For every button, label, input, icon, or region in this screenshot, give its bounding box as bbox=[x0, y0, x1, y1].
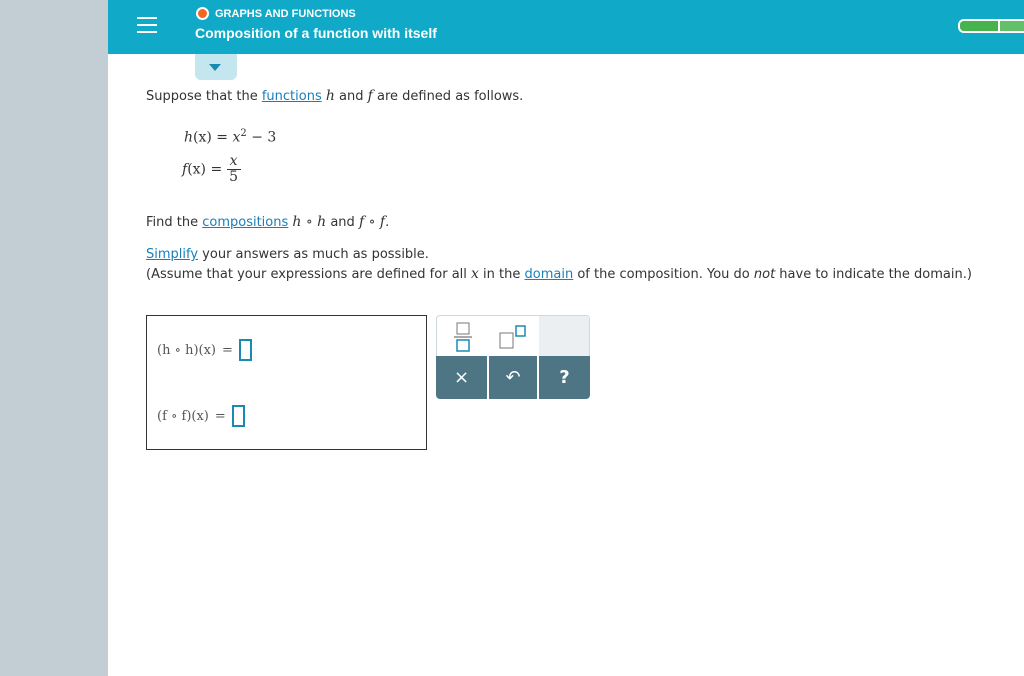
compositions-link[interactable]: compositions bbox=[202, 215, 289, 230]
eq-h-lhs: h bbox=[184, 129, 194, 146]
undo-icon: ↶ bbox=[505, 367, 521, 388]
assume-line bbox=[146, 266, 972, 282]
keypad-gray-area bbox=[539, 316, 589, 356]
eq-h-tail: − 3 bbox=[246, 129, 277, 146]
find-hh: h ∘ h bbox=[292, 214, 327, 230]
top-bar bbox=[108, 0, 1024, 54]
ff-answer-input[interactable] bbox=[232, 405, 245, 427]
topic-row bbox=[196, 7, 356, 20]
intro-h: h bbox=[325, 88, 335, 104]
find-prefix: Find the bbox=[146, 215, 203, 230]
find-and: and bbox=[326, 215, 359, 230]
hh-equals: = bbox=[222, 342, 233, 358]
hh-answer-input[interactable] bbox=[239, 339, 252, 361]
help-button[interactable] bbox=[539, 356, 590, 399]
assume-suffix: have to indicate the domain.) bbox=[775, 267, 972, 282]
help-icon: ? bbox=[559, 367, 570, 388]
assume-mid2: of the composition. You do bbox=[573, 267, 754, 282]
eq-h-arg: (x) bbox=[193, 129, 212, 146]
topic-label: GRAPHS AND FUNCTIONS bbox=[215, 7, 356, 20]
eq-h-equals: = bbox=[211, 129, 233, 146]
eq-h-exponent: 2 bbox=[240, 128, 247, 139]
hamburger-icon bbox=[137, 17, 157, 19]
domain-link[interactable]: domain bbox=[524, 267, 574, 282]
intro-suffix: are defined as follows. bbox=[372, 89, 524, 104]
answer-row-hh bbox=[157, 339, 252, 361]
progress-divider bbox=[998, 21, 1000, 31]
topic-dot-icon bbox=[196, 7, 209, 20]
exponent-icon bbox=[497, 324, 529, 350]
math-keypad bbox=[436, 315, 590, 399]
eq-f-equals: = bbox=[206, 161, 227, 178]
keypad-top bbox=[436, 315, 590, 356]
assume-not: not bbox=[753, 267, 776, 282]
eq-f-denominator: 5 bbox=[229, 169, 239, 185]
close-icon: × bbox=[453, 367, 470, 388]
exponent-key[interactable] bbox=[497, 324, 529, 350]
eq-h-var: x bbox=[232, 129, 241, 146]
simplify-link[interactable]: Simplify bbox=[146, 247, 199, 262]
find-suffix: . bbox=[385, 215, 390, 230]
undo-button[interactable] bbox=[489, 356, 537, 399]
equation-h bbox=[184, 128, 276, 146]
assume-mid: in the bbox=[478, 267, 525, 282]
find-line bbox=[146, 214, 389, 230]
eq-f-fraction bbox=[227, 154, 241, 185]
eq-f-lhs: f bbox=[182, 161, 188, 178]
hamburger-icon-line bbox=[137, 31, 157, 33]
intro-line bbox=[146, 88, 523, 104]
simplify-line bbox=[146, 247, 429, 262]
hamburger-icon-line bbox=[137, 24, 157, 26]
eq-f-numerator: x bbox=[227, 154, 241, 170]
assume-var: x bbox=[471, 266, 479, 282]
left-rail bbox=[0, 0, 108, 676]
answer-box bbox=[146, 315, 427, 450]
find-ff: f ∘ f bbox=[358, 214, 386, 230]
progress-fill bbox=[960, 21, 998, 31]
ff-label: (f ∘ f)(x) bbox=[157, 408, 209, 424]
fraction-icon bbox=[451, 322, 475, 352]
menu-button[interactable] bbox=[134, 12, 160, 38]
caret-down-icon bbox=[209, 64, 221, 71]
ff-equals: = bbox=[214, 408, 226, 424]
intro-f: f bbox=[367, 88, 373, 104]
answer-row-ff bbox=[157, 405, 245, 427]
functions-link[interactable]: functions bbox=[261, 89, 322, 104]
clear-button[interactable] bbox=[436, 356, 487, 399]
assume-prefix: (Assume that your expressions are defined for all bbox=[146, 267, 472, 282]
equation-f bbox=[182, 154, 241, 185]
simplify-text: your answers as much as possible. bbox=[198, 247, 429, 262]
keypad-bottom bbox=[436, 356, 590, 399]
intro-prefix: Suppose that the bbox=[146, 89, 262, 104]
progress-bar bbox=[958, 19, 1024, 33]
intro-and: and bbox=[334, 89, 368, 104]
eq-f-arg: (x) bbox=[187, 161, 207, 178]
fraction-key[interactable] bbox=[451, 322, 475, 352]
expand-tab[interactable] bbox=[195, 54, 237, 80]
page-title: Composition of a function with itself bbox=[195, 25, 437, 41]
hh-label: (h ∘ h)(x) bbox=[157, 342, 217, 358]
